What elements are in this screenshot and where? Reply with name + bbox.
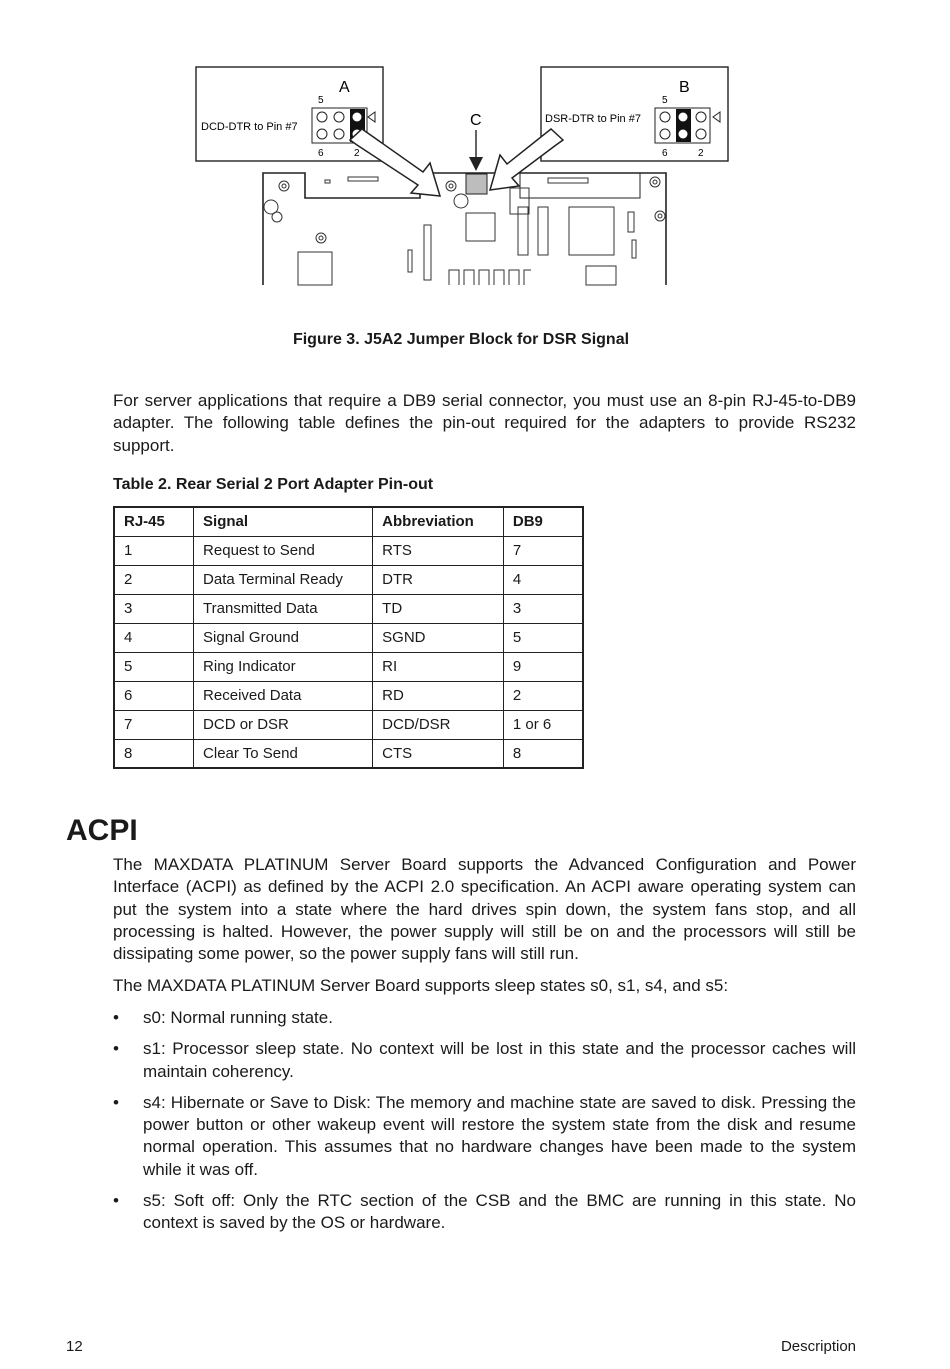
- pin-label-5-b: 5: [662, 95, 668, 106]
- cell-signal: Signal Ground: [194, 623, 373, 652]
- callout-a-text: DCD-DTR to Pin #7: [201, 121, 298, 133]
- cell-abbreviation: RI: [373, 652, 504, 681]
- cell-abbreviation: RTS: [373, 536, 504, 565]
- intro-paragraph: For server applications that require a DB9 serial connector, you must use an 8-pin RJ-45-to-DB9 adapter. The following table defines the pin-out required for the adapters to provide RS232 support.: [113, 391, 856, 455]
- jumper-block-figure: [0, 0, 950, 320]
- cell-signal: Ring Indicator: [194, 652, 373, 681]
- cell-abbreviation: RD: [373, 681, 504, 710]
- table-row: [114, 710, 583, 739]
- cell-rj45: 4: [114, 623, 194, 652]
- callout-b-text: DSR-DTR to Pin #7: [545, 113, 641, 125]
- table-row: [114, 594, 583, 623]
- cell-db9: 4: [503, 565, 583, 594]
- pin-label-2-a: 2: [354, 148, 360, 159]
- footer-section: Description: [780, 1338, 856, 1355]
- table-row: [114, 739, 583, 768]
- list-item-text: s4: Hibernate or Save to Disk: The memory and machine state are saved to disk. Pressing the power button or other wakeup event will restore the system state from the disk and resume normal operation. This assumes that no hardware changes have been made to the system while it was off.: [143, 1092, 856, 1179]
- table-row: [114, 652, 583, 681]
- pin-label-6-b: 6: [662, 148, 668, 159]
- bullet-icon: •: [113, 1191, 119, 1211]
- list-item-text: s1: Processor sleep state. No context will be lost in this state and the processor caches will maintain coherency.: [143, 1039, 856, 1081]
- cell-rj45: 7: [114, 710, 194, 739]
- table-row: [114, 536, 583, 565]
- label-b: B: [679, 79, 690, 96]
- callout-b: [541, 67, 728, 161]
- list-item-text: s5: Soft off: Only the RTC section of the CSB and the BMC are running in this state. No context is saved by the OS or hardware.: [143, 1191, 856, 1233]
- pin-label-5-a: 5: [318, 95, 324, 106]
- cell-rj45: 1: [114, 536, 194, 565]
- list-item-text: s0: Normal running state.: [143, 1008, 333, 1027]
- cell-db9: 7: [503, 536, 583, 565]
- list-item: [113, 1190, 856, 1235]
- cell-db9: 1 or 6: [503, 710, 583, 739]
- cell-abbreviation: DTR: [373, 565, 504, 594]
- cell-signal: Transmitted Data: [194, 594, 373, 623]
- pinout-table: [113, 506, 584, 769]
- cell-rj45: 5: [114, 652, 194, 681]
- sleep-states-list: [113, 1007, 856, 1244]
- table-header-row: [114, 507, 583, 536]
- header-rj45: RJ-45: [114, 507, 194, 536]
- cell-abbreviation: CTS: [373, 739, 504, 768]
- list-item: [113, 1007, 856, 1029]
- table-row: [114, 681, 583, 710]
- cell-signal: Request to Send: [194, 536, 373, 565]
- acpi-heading: ACPI: [66, 814, 138, 847]
- page-number: 12: [66, 1338, 83, 1355]
- acpi-paragraph-1: The MAXDATA PLATINUM Server Board supports the Advanced Configuration and Power Interface (ACPI) as defined by the ACPI 2.0 specification. An ACPI aware operating system can put the system into a state where the hard drives spin down, the system fans stop, and all processing is halted. However, the power supply will still be on and the processors will still be dissipating some power, so the power supply fans will still run.: [113, 855, 856, 964]
- header-signal: Signal: [194, 507, 373, 536]
- cell-rj45: 2: [114, 565, 194, 594]
- bullet-icon: •: [113, 1008, 119, 1027]
- label-c: C: [470, 112, 482, 129]
- cell-signal: Clear To Send: [194, 739, 373, 768]
- bullet-icon: •: [113, 1039, 119, 1059]
- cell-db9: 5: [503, 623, 583, 652]
- cell-db9: 9: [503, 652, 583, 681]
- table-row: [114, 623, 583, 652]
- cell-abbreviation: SGND: [373, 623, 504, 652]
- callout-a: [196, 67, 383, 161]
- cell-rj45: 6: [114, 681, 194, 710]
- arrow-a: [350, 129, 440, 196]
- cell-signal: DCD or DSR: [194, 710, 373, 739]
- cell-db9: 8: [503, 739, 583, 768]
- bullet-icon: •: [113, 1092, 119, 1112]
- cell-signal: Received Data: [194, 681, 373, 710]
- server-board-outline: [263, 173, 666, 285]
- cell-db9: 3: [503, 594, 583, 623]
- board-components: [264, 177, 665, 285]
- list-item: [113, 1092, 856, 1181]
- list-item: [113, 1038, 856, 1083]
- header-abbreviation: Abbreviation: [373, 507, 504, 536]
- jumper-c-block: [466, 174, 487, 194]
- cell-rj45: 8: [114, 739, 194, 768]
- table-title: Table 2. Rear Serial 2 Port Adapter Pin-out: [113, 476, 434, 493]
- cell-abbreviation: TD: [373, 594, 504, 623]
- acpi-paragraph-2: The MAXDATA PLATINUM Server Board supports sleep states s0, s1, s4, and s5:: [113, 976, 729, 995]
- figure-caption: Figure 3. J5A2 Jumper Block for DSR Signal: [292, 331, 630, 348]
- pin-label-2-b: 2: [698, 148, 704, 159]
- cell-signal: Data Terminal Ready: [194, 565, 373, 594]
- cell-rj45: 3: [114, 594, 194, 623]
- header-db9: DB9: [503, 507, 583, 536]
- pin-label-6-a: 6: [318, 148, 324, 159]
- table-row: [114, 565, 583, 594]
- label-a: A: [339, 79, 350, 96]
- cell-abbreviation: DCD/DSR: [373, 710, 504, 739]
- cell-db9: 2: [503, 681, 583, 710]
